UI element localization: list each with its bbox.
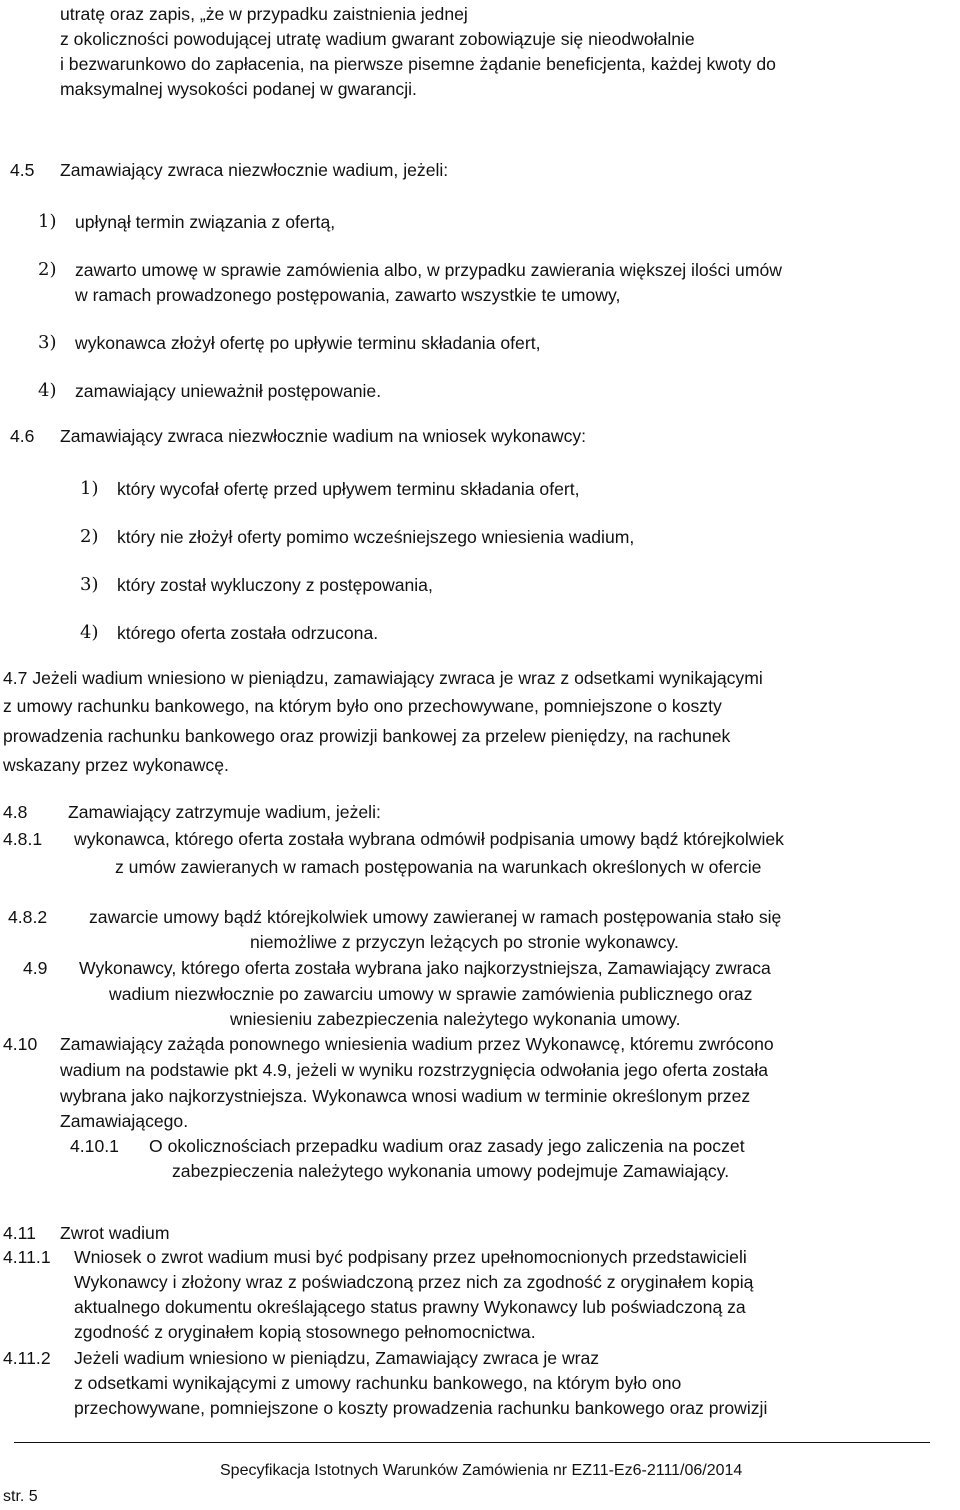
list-item-number: 4) — [80, 622, 99, 643]
footer-spec-title: Specyfikacja Istotnych Warunków Zamówienia nr EZ11-Ez6-2111/06/2014 — [220, 1462, 743, 1479]
section-4-10-1-number: 4.10.1 — [70, 1136, 119, 1156]
list-item-number: 2) — [80, 526, 99, 547]
list-item-number: 4) — [38, 380, 57, 401]
section-4-10-text: wadium na podstawie pkt 4.9, jeżeli w wyniku rozstrzygnięcia odwołania jego oferta została — [60, 1060, 769, 1080]
section-4-7-line-2: z umowy rachunku bankowego, na którym było ono przechowywane, pomniejszone o koszty — [3, 696, 722, 716]
list-item-text: który wycofał ofertę przed upływem terminu składania ofert, — [117, 479, 580, 499]
intro-line-3: i bezwarunkowo do zapłacenia, na pierwsze pisemne żądanie beneficjenta, każdej kwoty do — [60, 54, 776, 74]
intro-line-1: utratę oraz zapis, „że w przypadku zaistnienia jednej — [60, 4, 468, 24]
section-4-8-2-text: zawarcie umowy bądź którejkolwiek umowy zawieranej w ramach postępowania stało się — [89, 907, 782, 927]
section-4-8-heading: Zamawiający zatrzymuje wadium, jeżeli: — [68, 802, 381, 822]
section-4-9-text: Wykonawcy, którego oferta została wybrana jako najkorzystniejsza, Zamawiający zwraca — [79, 958, 771, 978]
list-item-text: który został wykluczony z postępowania, — [117, 575, 433, 595]
list-item-text: upłynął termin związania z ofertą, — [75, 212, 336, 232]
section-4-9-number: 4.9 — [23, 958, 48, 978]
section-4-11-heading: Zwrot wadium — [60, 1223, 170, 1243]
section-4-11-1-text: zgodność z oryginałem kopią stosownego pełnomocnictwa. — [74, 1322, 536, 1342]
footer-divider — [14, 1442, 930, 1443]
section-4-10-1-text: zabezpieczenia należytego wykonania umowy podejmuje Zamawiający. — [172, 1161, 730, 1181]
list-item-text: zamawiający unieważnił postępowanie. — [75, 381, 382, 401]
section-4-10-text: wybrana jako najkorzystniejsza. Wykonawca wnosi wadium w terminie określonym przez — [60, 1086, 751, 1106]
section-4-7-line-3: prowadzenia rachunku bankowego oraz prowizji bankowej za przelew pieniędzy, na rachunek — [3, 726, 731, 746]
section-4-7-line-4: wskazany przez wykonawcę. — [3, 755, 229, 775]
list-item-text: który nie złożył oferty pomimo wcześniejszego wniesienia wadium, — [117, 527, 635, 547]
section-4-9-text: wniesieniu zabezpieczenia należytego wykonania umowy. — [230, 1009, 681, 1029]
list-item-text: w ramach prowadzonego postępowania, zawarto wszystkie te umowy, — [75, 285, 621, 305]
section-4-10-text: Zamawiający zażąda ponownego wniesienia wadium przez Wykonawcę, któremu zwrócono — [60, 1034, 774, 1054]
section-4-7-line-1: 4.7 Jeżeli wadium wniesiono w pieniądzu, zamawiający zwraca je wraz z odsetkami wynikającymi — [3, 668, 763, 688]
list-item-number: 3) — [38, 332, 57, 353]
section-4-8-1-number: 4.8.1 — [3, 829, 43, 849]
intro-line-4: maksymalnej wysokości podanej w gwarancji. — [60, 79, 417, 99]
section-4-11-2-text: Jeżeli wadium wniesiono w pieniądzu, Zamawiający zwraca je wraz — [74, 1348, 600, 1368]
section-4-9-text: wadium niezwłocznie po zawarciu umowy w sprawie zamówienia publicznego oraz — [109, 984, 753, 1004]
list-item-text: którego oferta została odrzucona. — [117, 623, 379, 643]
section-4-8-1-text: wykonawca, którego oferta została wybrana odmówił podpisania umowy bądź którejkolwiek — [74, 829, 784, 849]
list-item-number: 2) — [38, 259, 57, 280]
list-item-number: 3) — [80, 574, 99, 595]
section-4-8-2-number: 4.8.2 — [8, 907, 48, 927]
section-4-8-2-text: niemożliwe z przyczyn leżących po stronie wykonawcy. — [250, 932, 679, 952]
section-4-11-2-text: z odsetkami wynikającymi z umowy rachunku bankowego, na którym było ono — [74, 1373, 682, 1393]
list-item-text: wykonawca złożył ofertę po upływie terminu składania ofert, — [75, 333, 541, 353]
section-4-6-heading: Zamawiający zwraca niezwłocznie wadium na wniosek wykonawcy: — [60, 426, 587, 446]
section-4-11-1-text: Wykonawcy i złożony wraz z poświadczoną przez nich za zgodność z oryginałem kopią — [74, 1272, 754, 1292]
section-4-11-1-text: aktualnego dokumentu określającego status prawny Wykonawcy lub poświadczoną za — [74, 1297, 746, 1317]
footer-page-number: str. 5 — [3, 1488, 38, 1505]
section-4-11-1-text: Wniosek o zwrot wadium musi być podpisany przez upełnomocnionych przedstawicieli — [74, 1247, 747, 1267]
section-4-11-2-text: przechowywane, pomniejszone o koszty prowadzenia rachunku bankowego oraz prowizji — [74, 1398, 768, 1418]
intro-line-2: z okoliczności powodującej utratę wadium gwarant zobowiązuje się nieodwołalnie — [60, 29, 695, 49]
section-4-11-number: 4.11 — [3, 1223, 36, 1243]
section-4-8-number: 4.8 — [3, 802, 28, 822]
list-item-number: 1) — [80, 478, 99, 499]
section-4-10-number: 4.10 — [3, 1034, 38, 1054]
section-4-10-text: Zamawiającego. — [60, 1111, 189, 1131]
section-4-11-1-number: 4.11.1 — [3, 1247, 51, 1267]
section-4-5-number: 4.5 — [10, 160, 35, 180]
list-item-number: 1) — [38, 211, 57, 232]
section-4-10-1-text: O okolicznościach przepadku wadium oraz zasady jego zaliczenia na poczet — [149, 1136, 745, 1156]
list-item-text: zawarto umowę w sprawie zamówienia albo, w przypadku zawierania większej ilości umów — [75, 260, 782, 280]
section-4-5-heading: Zamawiający zwraca niezwłocznie wadium, jeżeli: — [60, 160, 449, 180]
section-4-11-2-number: 4.11.2 — [3, 1348, 51, 1368]
section-4-6-number: 4.6 — [10, 426, 35, 446]
section-4-8-1-text: z umów zawieranych w ramach postępowania na warunkach określonych w ofercie — [115, 857, 762, 877]
